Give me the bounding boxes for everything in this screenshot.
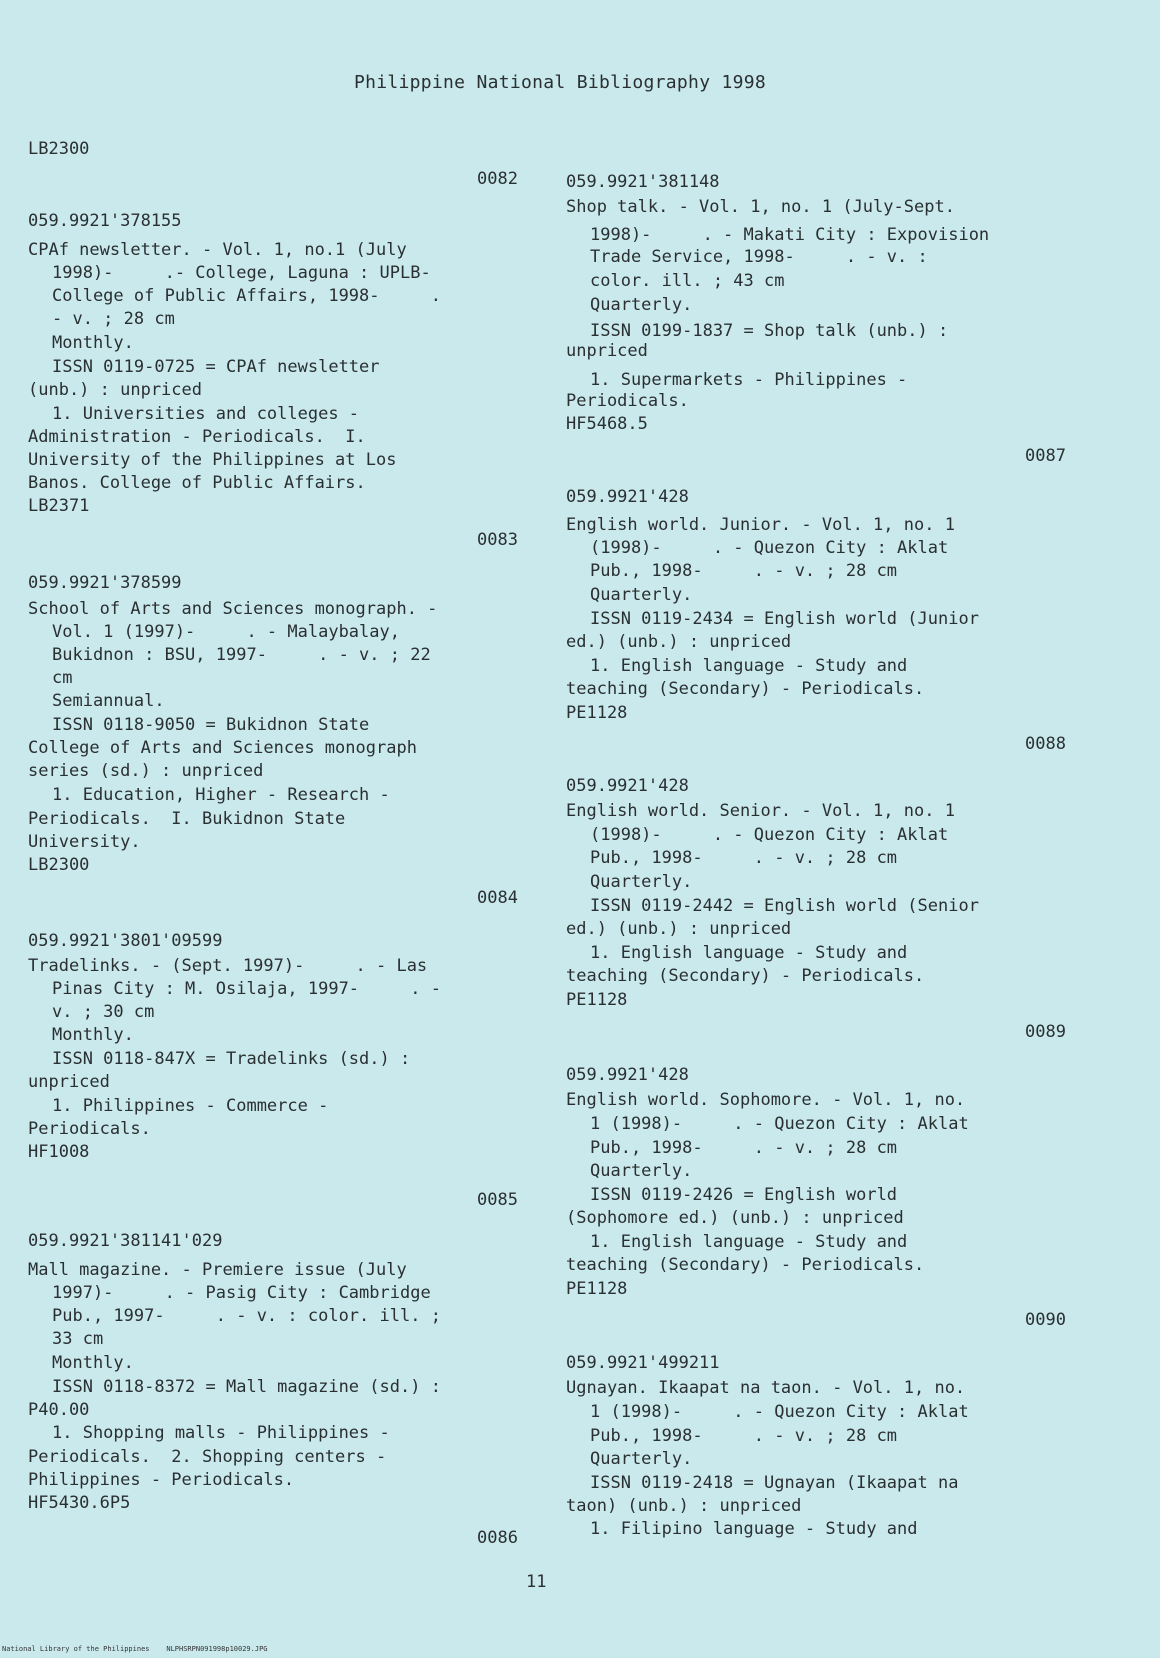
record-number: 0087 — [1025, 446, 1066, 466]
entry-title: Ugnayan. Ikaapat na taon. - Vol. 1, no. — [566, 1378, 966, 1398]
class-number: 059.9921'3801'09599 — [28, 931, 223, 951]
entry-text: Monthly. — [52, 1025, 134, 1045]
page-title: Philippine National Bibliography 1998 — [353, 72, 767, 93]
entry-text: cm — [52, 668, 73, 688]
entry-text: Pub., 1997- . - v. : color. ill. ; — [52, 1306, 441, 1326]
class-number: 059.9921'381148 — [566, 172, 720, 192]
entry-text: Vol. 1 (1997)- . - Malaybalay, — [52, 622, 400, 642]
entry-title: CPAf newsletter. - Vol. 1, no.1 (July — [28, 240, 407, 260]
entry-text: ISSN 0118-9050 = Bukidnon State — [52, 715, 370, 735]
entry-text: Philippines - Periodicals. — [28, 1470, 295, 1490]
entry-text: Quarterly. — [590, 1161, 693, 1181]
entry-location: LB2371 — [28, 496, 90, 516]
entry-title: English world. Junior. - Vol. 1, no. 1 — [566, 515, 955, 535]
entry-text: (1998)- . - Quezon City : Aklat — [590, 825, 949, 845]
entry-text: Semiannual. — [52, 691, 165, 711]
entry-text: 33 cm — [52, 1329, 104, 1349]
entry-text: 1. Shopping malls - Philippines - — [52, 1423, 390, 1443]
entry-location: LB2300 — [28, 139, 90, 159]
entry-text: Pub., 1998- . - v. ; 28 cm — [590, 848, 898, 868]
entry-text: Monthly. — [52, 333, 134, 353]
entry-text: 1997)- . - Pasig City : Cambridge — [52, 1283, 431, 1303]
entry-text: Monthly. — [52, 1353, 134, 1373]
entry-text: 1. Universities and colleges - — [52, 404, 360, 424]
entry-text: unpriced — [566, 341, 648, 361]
entry-title: School of Arts and Sciences monograph. - — [28, 599, 438, 619]
record-number: 0089 — [1025, 1022, 1066, 1042]
entry-text: Pub., 1998- . - v. ; 28 cm — [590, 1426, 898, 1446]
entry-text: Trade Service, 1998- . - v. : — [590, 247, 928, 267]
entry-location: PE1128 — [566, 1279, 628, 1299]
entry-text: ISSN 0118-847X = Tradelinks (sd.) : — [52, 1049, 411, 1069]
entry-text: University. — [28, 832, 141, 852]
entry-title: Mall magazine. - Premiere issue (July — [28, 1260, 407, 1280]
entry-text: Bukidnon : BSU, 1997- . - v. ; 22 — [52, 645, 431, 665]
class-number: 059.9921'378599 — [28, 573, 182, 593]
entry-text: ISSN 0119-0725 = CPAf newsletter — [52, 357, 380, 377]
entry-text: (1998)- . - Quezon City : Aklat — [590, 538, 949, 558]
entry-location: HF5430.6P5 — [28, 1493, 131, 1513]
record-number: 0088 — [1025, 734, 1066, 754]
entry-location: HF5468.5 — [566, 414, 648, 434]
entry-text: Pinas City : M. Osilaja, 1997- . - — [52, 979, 441, 999]
entry-text: 1. English language - Study and — [590, 943, 908, 963]
entry-text: P40.00 — [28, 1400, 90, 1420]
entry-text: 1. Philippines - Commerce - — [52, 1096, 329, 1116]
class-number: 059.9921'381141'029 — [28, 1231, 223, 1251]
entry-text: ed.) (unb.) : unpriced — [566, 919, 792, 939]
record-number: 0083 — [477, 530, 518, 550]
entry-text: Pub., 1998- . - v. ; 28 cm — [590, 1138, 898, 1158]
entry-location: LB2300 — [28, 855, 90, 875]
entry-text: College of Public Affairs, 1998- . — [52, 286, 441, 306]
entry-text: teaching (Secondary) - Periodicals. — [566, 1255, 925, 1275]
entry-text: (Sophomore ed.) (unb.) : unpriced — [566, 1208, 904, 1228]
class-number: 059.9921'428 — [566, 487, 689, 507]
entry-text: Periodicals. — [566, 391, 689, 411]
entry-text: 1998)- . - Makati City : Expovision — [590, 225, 990, 245]
entry-text: unpriced — [28, 1072, 110, 1092]
class-number: 059.9921'378155 — [28, 211, 182, 231]
record-number: 0086 — [477, 1528, 518, 1548]
page-number: 11 — [526, 1572, 547, 1592]
entry-text: College of Arts and Sciences monograph — [28, 738, 417, 758]
record-number: 0082 — [477, 169, 518, 189]
entry-location: PE1128 — [566, 990, 628, 1010]
entry-text: (unb.) : unpriced — [28, 380, 202, 400]
entry-text: 1998)- .- College, Laguna : UPLB- — [52, 263, 431, 283]
entry-text: 1. English language - Study and — [590, 1232, 908, 1252]
entry-text: Periodicals. — [28, 1119, 151, 1139]
entry-text: Periodicals. I. Bukidnon State — [28, 809, 346, 829]
entry-text: taon) (unb.) : unpriced — [566, 1496, 802, 1516]
record-number: 0090 — [1025, 1310, 1066, 1330]
entry-text: - v. ; 28 cm — [52, 309, 175, 329]
entry-text: series (sd.) : unpriced — [28, 761, 264, 781]
entry-text: teaching (Secondary) - Periodicals. — [566, 679, 925, 699]
scan-footer: National Library of the Philippines NLPHSRPN091998p10029.JPG — [2, 1645, 268, 1653]
entry-text: ISSN 0118-8372 = Mall magazine (sd.) : — [52, 1377, 441, 1397]
entry-title: English world. Senior. - Vol. 1, no. 1 — [566, 801, 955, 821]
class-number: 059.9921'428 — [566, 1065, 689, 1085]
entry-text: 1. Supermarkets - Philippines - — [590, 370, 908, 390]
entry-text: Quarterly. — [590, 872, 693, 892]
entry-text: Pub., 1998- . - v. ; 28 cm — [590, 561, 898, 581]
entry-text: University of the Philippines at Los — [28, 450, 397, 470]
entry-title: Shop talk. - Vol. 1, no. 1 (July-Sept. — [566, 197, 955, 217]
entry-text: color. ill. ; 43 cm — [590, 271, 785, 291]
entry-text: 1 (1998)- . - Quezon City : Aklat — [590, 1402, 969, 1422]
entry-text: v. ; 30 cm — [52, 1002, 155, 1022]
entry-text: Quarterly. — [590, 295, 693, 315]
entry-title: Tradelinks. - (Sept. 1997)- . - Las — [28, 956, 428, 976]
entry-text: ISSN 0119-2426 = English world — [590, 1185, 898, 1205]
entry-text: Quarterly. — [590, 585, 693, 605]
entry-title: English world. Sophomore. - Vol. 1, no. — [566, 1090, 966, 1110]
entry-text: ISSN 0119-2418 = Ugnayan (Ikaapat na — [590, 1473, 959, 1493]
entry-text: 1. Filipino language - Study and — [590, 1519, 918, 1539]
entry-text: ed.) (unb.) : unpriced — [566, 632, 792, 652]
class-number: 059.9921'428 — [566, 776, 689, 796]
entry-text: Periodicals. 2. Shopping centers - — [28, 1447, 387, 1467]
entry-text: teaching (Secondary) - Periodicals. — [566, 966, 925, 986]
entry-location: HF1008 — [28, 1142, 90, 1162]
entry-text: 1. Education, Higher - Research - — [52, 785, 390, 805]
entry-text: Quarterly. — [590, 1449, 693, 1469]
record-number: 0084 — [477, 888, 518, 908]
record-number: 0085 — [477, 1190, 518, 1210]
entry-text: ISSN 0119-2442 = English world (Senior — [590, 896, 979, 916]
entry-text: ISSN 0119-2434 = English world (Junior — [590, 609, 979, 629]
entry-text: Administration - Periodicals. I. — [28, 427, 366, 447]
entry-location: PE1128 — [566, 703, 628, 723]
class-number: 059.9921'499211 — [566, 1353, 720, 1373]
entry-text: 1. English language - Study and — [590, 656, 908, 676]
entry-text: ISSN 0199-1837 = Shop talk (unb.) : — [590, 321, 949, 341]
entry-text: Banos. College of Public Affairs. — [28, 473, 366, 493]
entry-text: 1 (1998)- . - Quezon City : Aklat — [590, 1114, 969, 1134]
